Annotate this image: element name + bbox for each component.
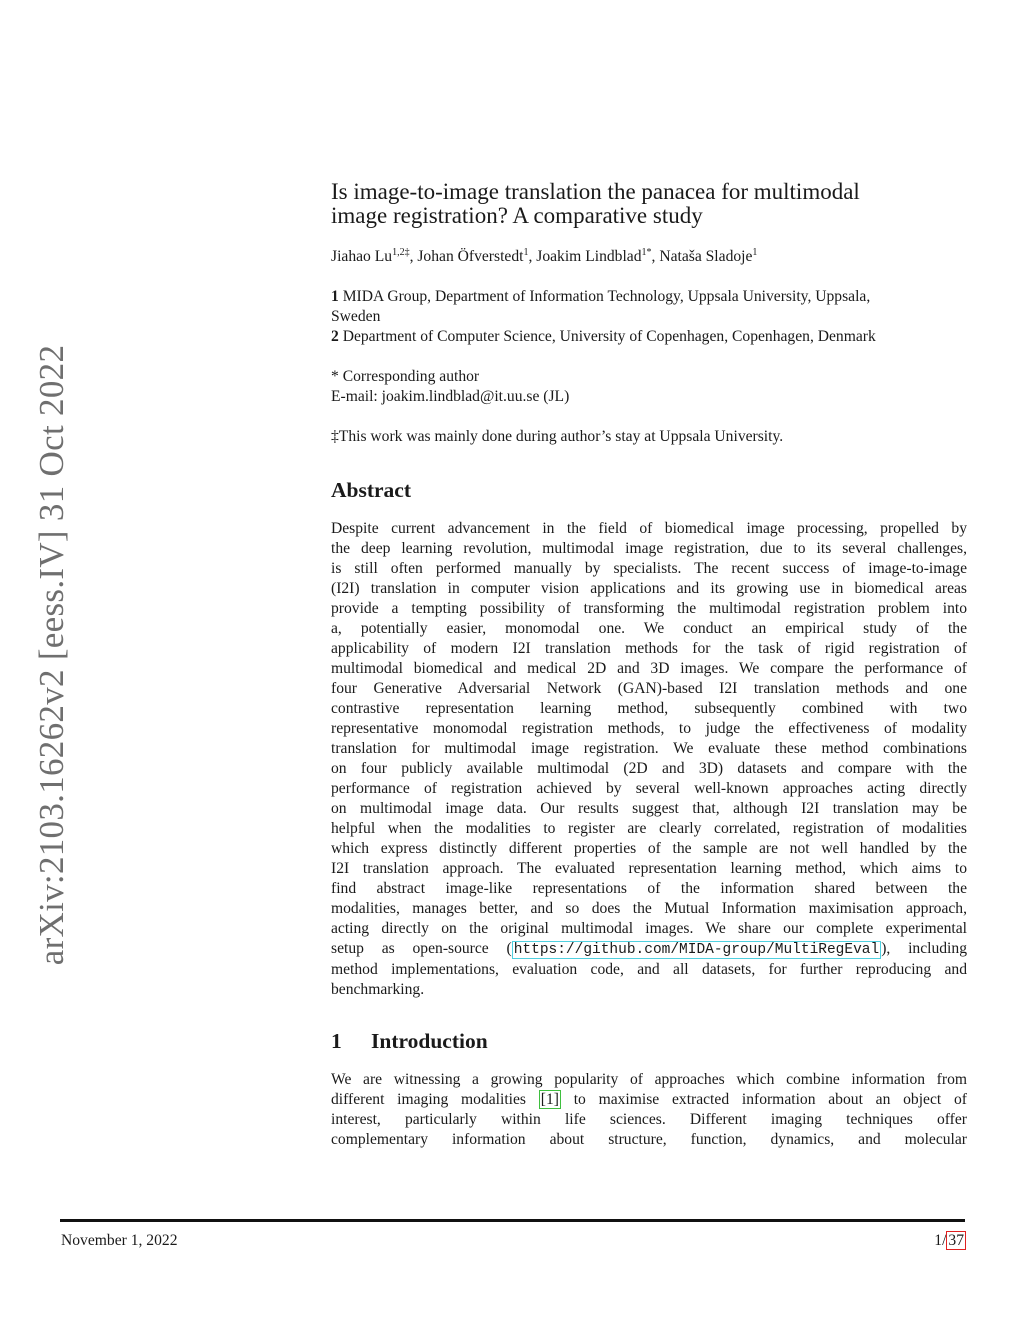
abstract-line: I2I translation approach. The evaluated representation learning method, which aims to (331, 860, 967, 877)
section-title: Introduction (371, 1029, 488, 1053)
section-heading-introduction (331, 1029, 967, 1054)
affiliation-text: MIDA Group, Department of Information Technology, Uppsala University, Uppsala, (338, 288, 871, 305)
abstract-line: on four publicly available multimodal (2D and 3D) datasets and compare with the (331, 760, 967, 777)
abstract-line: Despite current advancement in the field of biomedical image processing, propelled by (331, 520, 967, 537)
author-name: Nataša Sladoje (659, 248, 753, 265)
author-separator: , (651, 248, 660, 265)
affiliation-2 (331, 327, 967, 347)
corresponding-author (331, 367, 967, 407)
affiliation-number: 2 (331, 328, 339, 345)
abstract-body (331, 519, 967, 1000)
section-number: 1 (331, 1029, 342, 1053)
abstract-line: the deep learning revolution, multimodal image registration, due to its several challenges, (331, 540, 967, 557)
author-footnote: ‡This work was mainly done during author’s stay at Uppsala University. (331, 428, 784, 445)
author-affiliation-marker: 1 (752, 246, 758, 258)
intro-line: interest, particularly within life sciences. Different imaging techniques offer (331, 1111, 967, 1128)
abstract-line: translation for multimodal image registration. We evaluate these method combinations (331, 740, 967, 757)
abstract-line-with-link (331, 939, 967, 960)
abstract-line: a, potentially easier, monomodal one. We conduct an empirical study of the (331, 620, 967, 637)
citation-link[interactable]: [1] (540, 1091, 559, 1108)
affiliation-text: Department of Computer Science, University of Copenhagen, Copenhagen, Denmark (338, 328, 876, 345)
author-affiliation-marker: 1* (641, 246, 652, 258)
link-suffix: ), including (881, 940, 967, 957)
arxiv-identifier-stamp: arXiv:2103.16262v2 [eess.IV] 31 Oct 2022 (32, 344, 71, 966)
abstract-line: performance of registration achieved by several well-known approaches acting directly (331, 780, 967, 797)
page-current: 1/ (934, 1232, 947, 1249)
author-list (331, 247, 967, 267)
affiliation-1 (331, 287, 967, 327)
github-repo-link[interactable]: https://github.com/MIDA-group/MultiRegEval (513, 942, 880, 958)
abstract-line: benchmarking. (331, 981, 425, 998)
abstract-line: acting directly on the original multimodal images. We share our complete experimental (331, 920, 967, 937)
author-separator: , (409, 248, 418, 265)
intro-text: different imaging modalities (331, 1091, 539, 1108)
author-affiliation-marker: 1 (523, 246, 529, 258)
page-total-link[interactable]: 37 (948, 1232, 964, 1249)
abstract-line: modalities, manages better, and so does the Mutual Information maximisation approach, (331, 900, 967, 917)
abstract-line: four Generative Adversarial Network (GAN)-based I2I translation methods and one (331, 680, 967, 697)
title-line-2: image registration? A comparative study (331, 203, 703, 228)
affiliation-number: 1 (331, 288, 339, 305)
link-prefix: setup as open-source ( (331, 940, 512, 957)
author-name: Johan Öfverstedt (417, 248, 524, 265)
abstract-line: is still often performed manually by specialists. The recent success of image-to-image (331, 560, 967, 577)
abstract-line: helpful when the modalities to register are clearly correlated, registration of modalities (331, 820, 967, 837)
affiliations (331, 287, 967, 347)
intro-text: to maximise extracted information about an object of (560, 1091, 967, 1108)
affiliation-text-cont: Sweden (331, 308, 381, 325)
abstract-line: provide a tempting possibility of transforming the multimodal registration problem into (331, 600, 967, 617)
abstract-line: find abstract image-like representations of the information shared between the (331, 880, 967, 897)
author-affiliation-marker: 1,2‡ (392, 246, 410, 258)
abstract-line: applicability of modern I2I translation methods for the task of rigid registration of (331, 640, 967, 657)
abstract-line: on multimodal image data. Our results suggest that, although I2I translation may be (331, 800, 967, 817)
paper-title (331, 180, 967, 228)
corresponding-email: E-mail: joakim.lindblad@it.uu.se (JL) (331, 388, 570, 405)
abstract-line: multimodal biomedical and medical 2D and 3D images. We compare the performance of (331, 660, 967, 677)
footer-rule (60, 1219, 965, 1222)
author-separator: , (528, 248, 537, 265)
abstract-heading: Abstract (331, 478, 412, 502)
abstract-line: which express distinctly different properties of the sample are not well handled by the (331, 840, 967, 857)
abstract-line: method implementations, evaluation code, and all datasets, for further reproducing and (331, 961, 967, 978)
title-line-1: Is image-to-image translation the panacea for multimodal (331, 179, 860, 204)
author-name: Joakim Lindblad (536, 248, 642, 265)
abstract-line: contrastive representation learning method, subsequently combined with two (331, 700, 967, 717)
intro-line: complementary information about structure, function, dynamics, and molecular (331, 1131, 967, 1148)
author-name: Jiahao Lu (331, 248, 393, 265)
abstract-line: representative monomodal registration methods, to judge the effectiveness of modality (331, 720, 967, 737)
introduction-body (331, 1070, 967, 1150)
intro-line: We are witnessing a growing popularity of approaches which combine information from (331, 1071, 967, 1088)
footer-date: November 1, 2022 (61, 1232, 178, 1249)
intro-line-with-citation (331, 1090, 967, 1110)
corresponding-label: * Corresponding author (331, 368, 480, 385)
footer-page-number (934, 1232, 966, 1250)
abstract-line: (I2I) translation in computer vision applications and its growing use in biomedical areas (331, 580, 967, 597)
